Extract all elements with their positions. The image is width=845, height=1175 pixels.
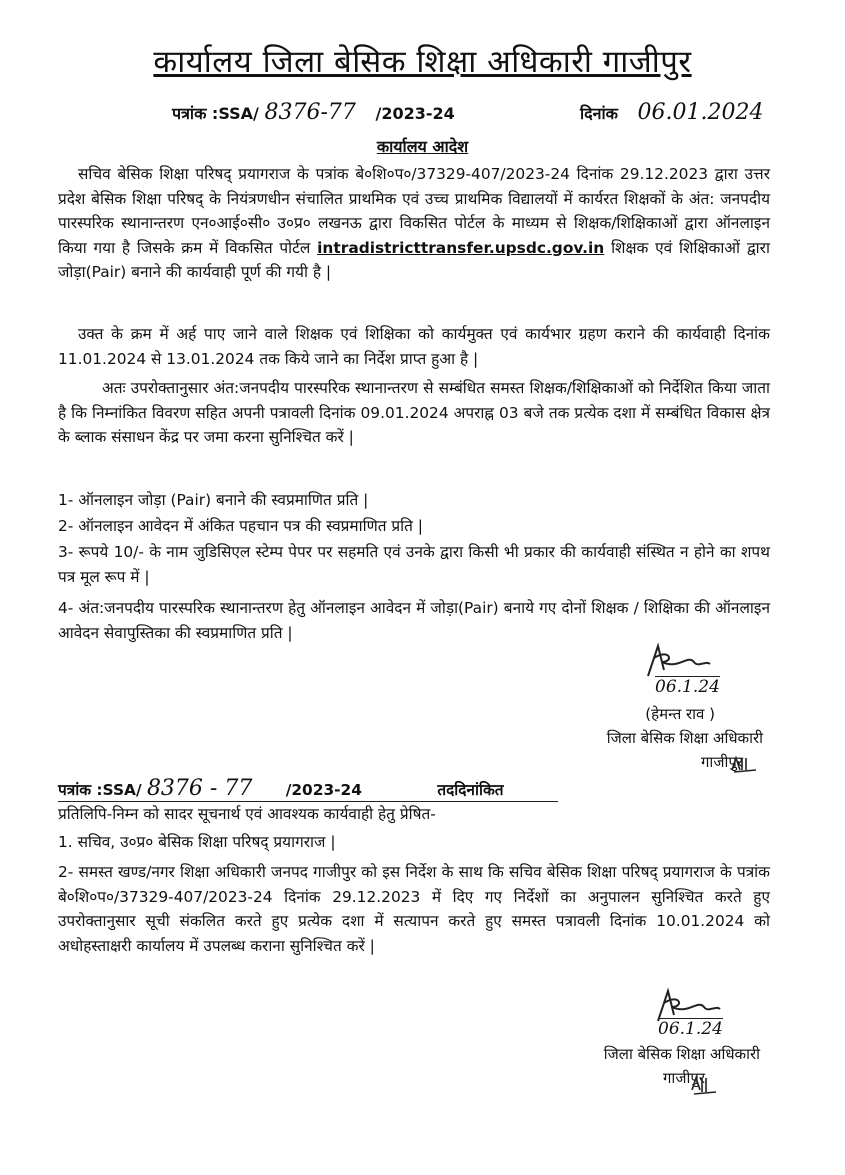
reference-number [172,100,455,125]
initial-mark-2 [690,1074,720,1096]
para2-text: उक्त के क्रम में अर्ह पाए जाने वाले शिक्षक एवं शिक्षिका को कार्यमुक्त एवं कार्यभार ग्रहण कराने की कार्यवाही दिनांक 11.01.2024 से 13.01.2024 तक किये जाने का निर्देश प्राप्त हुआ है | [58,325,770,368]
requirement-item-1: 1- ऑनलाइन जोड़ा (Pair) बनाने की स्वप्रमाणित प्रति | [58,491,369,509]
ref-prefix: पत्रांक :SSA/ [172,104,259,123]
copy-reference [58,776,558,802]
requirement-item-3: 3- रूपये 10/- के नाम जुडिसिएल स्टेम्प पेपर पर सहमति एवं उनके द्वारा किसी भी प्रकार की कार्यवाही संस्थित न होने का शपथ पत्र मूल रूप में | [58,543,770,586]
office-title: कार्यालय जिला बेसिक शिक्षा अधिकारी गाजीपुर [153,44,692,80]
paragraph-2 [58,322,770,371]
copy-ref-year: /2023-24 [285,781,362,799]
ref-year: /2023-24 [375,104,455,123]
date-handwritten: 06.01.2024 [637,100,764,125]
para1-text: सचिव बेसिक शिक्षा परिषद् प्रयागराज के पत्रांक बे०शि०प०/37329-407/2023-24 दिनांक 29.12.2023 द्वारा उत्तर प्रदेश बेसिक शिक्षा परिषद् के नियंत्रणधीन संचालित प्राथमिक एवं उच्च प्राथमिक विद्यालयों में कार्यरत शिक्षकों के अंत: जनपदीय पारस्परिक स्थानान्तरण एन०आई०सी० उ०प्र० लखनऊ द्वारा विकसित पोर्टल के माध्यम से शिक्षक/शिक्षिकाओं द्वारा ऑनलाइन किया गया है जिसके क्रम में विकसित पोर्टल [58,165,770,257]
signature-2-date: 06.1.24 [658,1019,723,1039]
copy-ref-number-handwritten: 8376 - 77 [146,776,253,801]
officer-place-2: गाजीपुर [662,1069,705,1087]
officer-name: (हेमन्त राव ) [645,705,715,723]
order-date [580,100,764,125]
requirement-item-4: 4- अंत:जनपदीय पारस्परिक स्थानान्तरण हेतु ऑनलाइन आवेदन में जोड़ा(Pair) बनाये गए दोनों शिक्षक / शिक्षिका की ऑनलाइन आवेदन सेवापुस्तिका की स्वप्रमाणित प्रति | [58,599,770,642]
initial-mark-1 [730,754,760,774]
copy-dated: तददिनांकित [437,781,504,799]
officer-place [0,750,845,774]
signature-1 [640,640,720,680]
copy-ref-prefix: पत्रांक :SSA/ [58,781,142,799]
para1-text-end: शिक्षक एवं शिक्षिकाओं द्वारा जोड़ा(Pair) बनाने की कार्यवाही पूर्ण की गयी है | [58,238,770,281]
date-label: दिनांक [580,104,618,123]
ref-number-handwritten: 8376-77 [264,100,356,125]
signature-1-date: 06.1.24 [655,677,720,697]
para3-text: अतः उपरोक्तानुसार अंत:जनपदीय पारस्परिक स्थानान्तरण से सम्बंधित समस्त शिक्षक/शिक्षिकाओं को निर्देशित किया जाता है कि निम्नांकित विवरण सहित अपनी पत्रावली दिनांक 09.01.2024 अपराह्न 03 बजे तक प्रत्येक दशा में सम्बंधित विकास क्षेत्र के ब्लाक संसाधन केंद्र पर जमा करना सुनिश्चित करें | [58,379,770,446]
order-heading: कार्यालय आदेश [376,137,469,156]
officer-designation: जिला बेसिक शिक्षा अधिकारी [606,729,763,747]
place-text: गाजीपुर [700,753,743,771]
signature-block-1 [0,702,845,774]
requirement-item-2: 2- ऑनलाइन आवेदन में अंकित पहचान पत्र की स्वप्रमाणित प्रति | [58,517,423,535]
copy-intro: प्रतिलिपि-निम्न को सादर सूचनार्थ एवं आवश्यक कार्यवाही हेतु प्रेषित- [58,805,436,823]
officer-designation-2: जिला बेसिक शिक्षा अधिकारी [603,1045,760,1063]
portal-link[interactable]: intradistricttransfer.upsdc.gov.in [317,238,605,257]
copy-item-1: 1. सचिव, उ०प्र० बेसिक शिक्षा परिषद् प्रयागराज | [58,833,336,851]
paragraph-1 [58,162,770,285]
copy-item-2: 2- समस्त खण्ड/नगर शिक्षा अधिकारी जनपद गाजीपुर को इस निर्देश के साथ कि सचिव बेसिक शिक्षा परिषद् प्रयागराज के पत्रांक बे०शि०प०/37329-407/2023-24 दिनांक 29.12.2023 में दिए गए निर्देशों का अनुपालन सुनिश्चित करते हुए उपरोक्तानुसार सूची संकलित करते हुए प्रत्येक दशा में सत्यापन करते हुए समस्त पत्रावली दिनांक 10.01.2024 को अधोहस्ताक्षरी कार्यालय में उपलब्ध कराना सुनिश्चित करें | [58,863,770,955]
paragraph-3 [58,376,770,450]
